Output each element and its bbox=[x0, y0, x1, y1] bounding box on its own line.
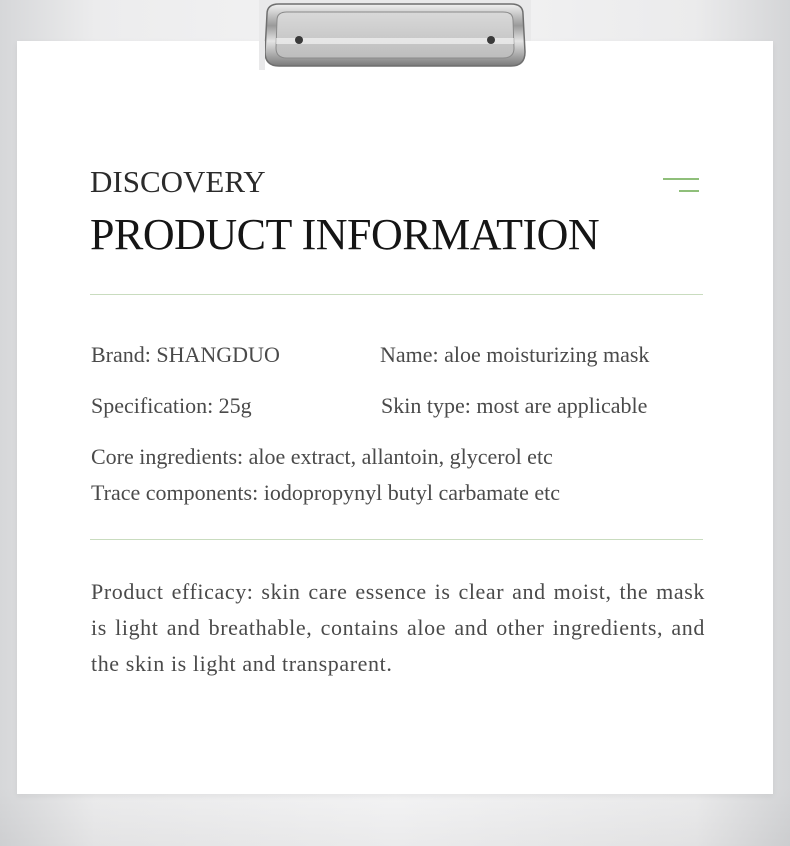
page-title: PRODUCT INFORMATION bbox=[90, 210, 600, 259]
trace-components-text: Trace components: iodopropynyl butyl carbamate etc bbox=[91, 480, 561, 505]
brand-text: Brand: SHANGDUO bbox=[91, 342, 280, 367]
menu-line-top bbox=[663, 178, 699, 180]
clipboard-clip-icon bbox=[259, 0, 531, 70]
core-ingredients-text: Core ingredients: aloe extract, allantoin, glycerol etc bbox=[91, 444, 553, 469]
name-text: Name: aloe moisturizing mask bbox=[380, 342, 650, 367]
efficacy-paragraph: Product efficacy: skin care essence is clear and moist, the mask is light and breathable, contains aloe and other ingredients, and the skin is light and transparent. bbox=[91, 579, 705, 676]
divider-bottom bbox=[90, 539, 703, 540]
specification-text: Specification: 25g bbox=[91, 393, 252, 418]
background-shade bbox=[0, 786, 790, 846]
skin-type-text: Skin type: most are applicable bbox=[381, 393, 648, 418]
divider-top bbox=[90, 294, 703, 295]
menu-lines-icon bbox=[663, 178, 703, 194]
section-eyebrow: DISCOVERY bbox=[90, 164, 266, 199]
menu-line-bottom bbox=[679, 190, 699, 192]
